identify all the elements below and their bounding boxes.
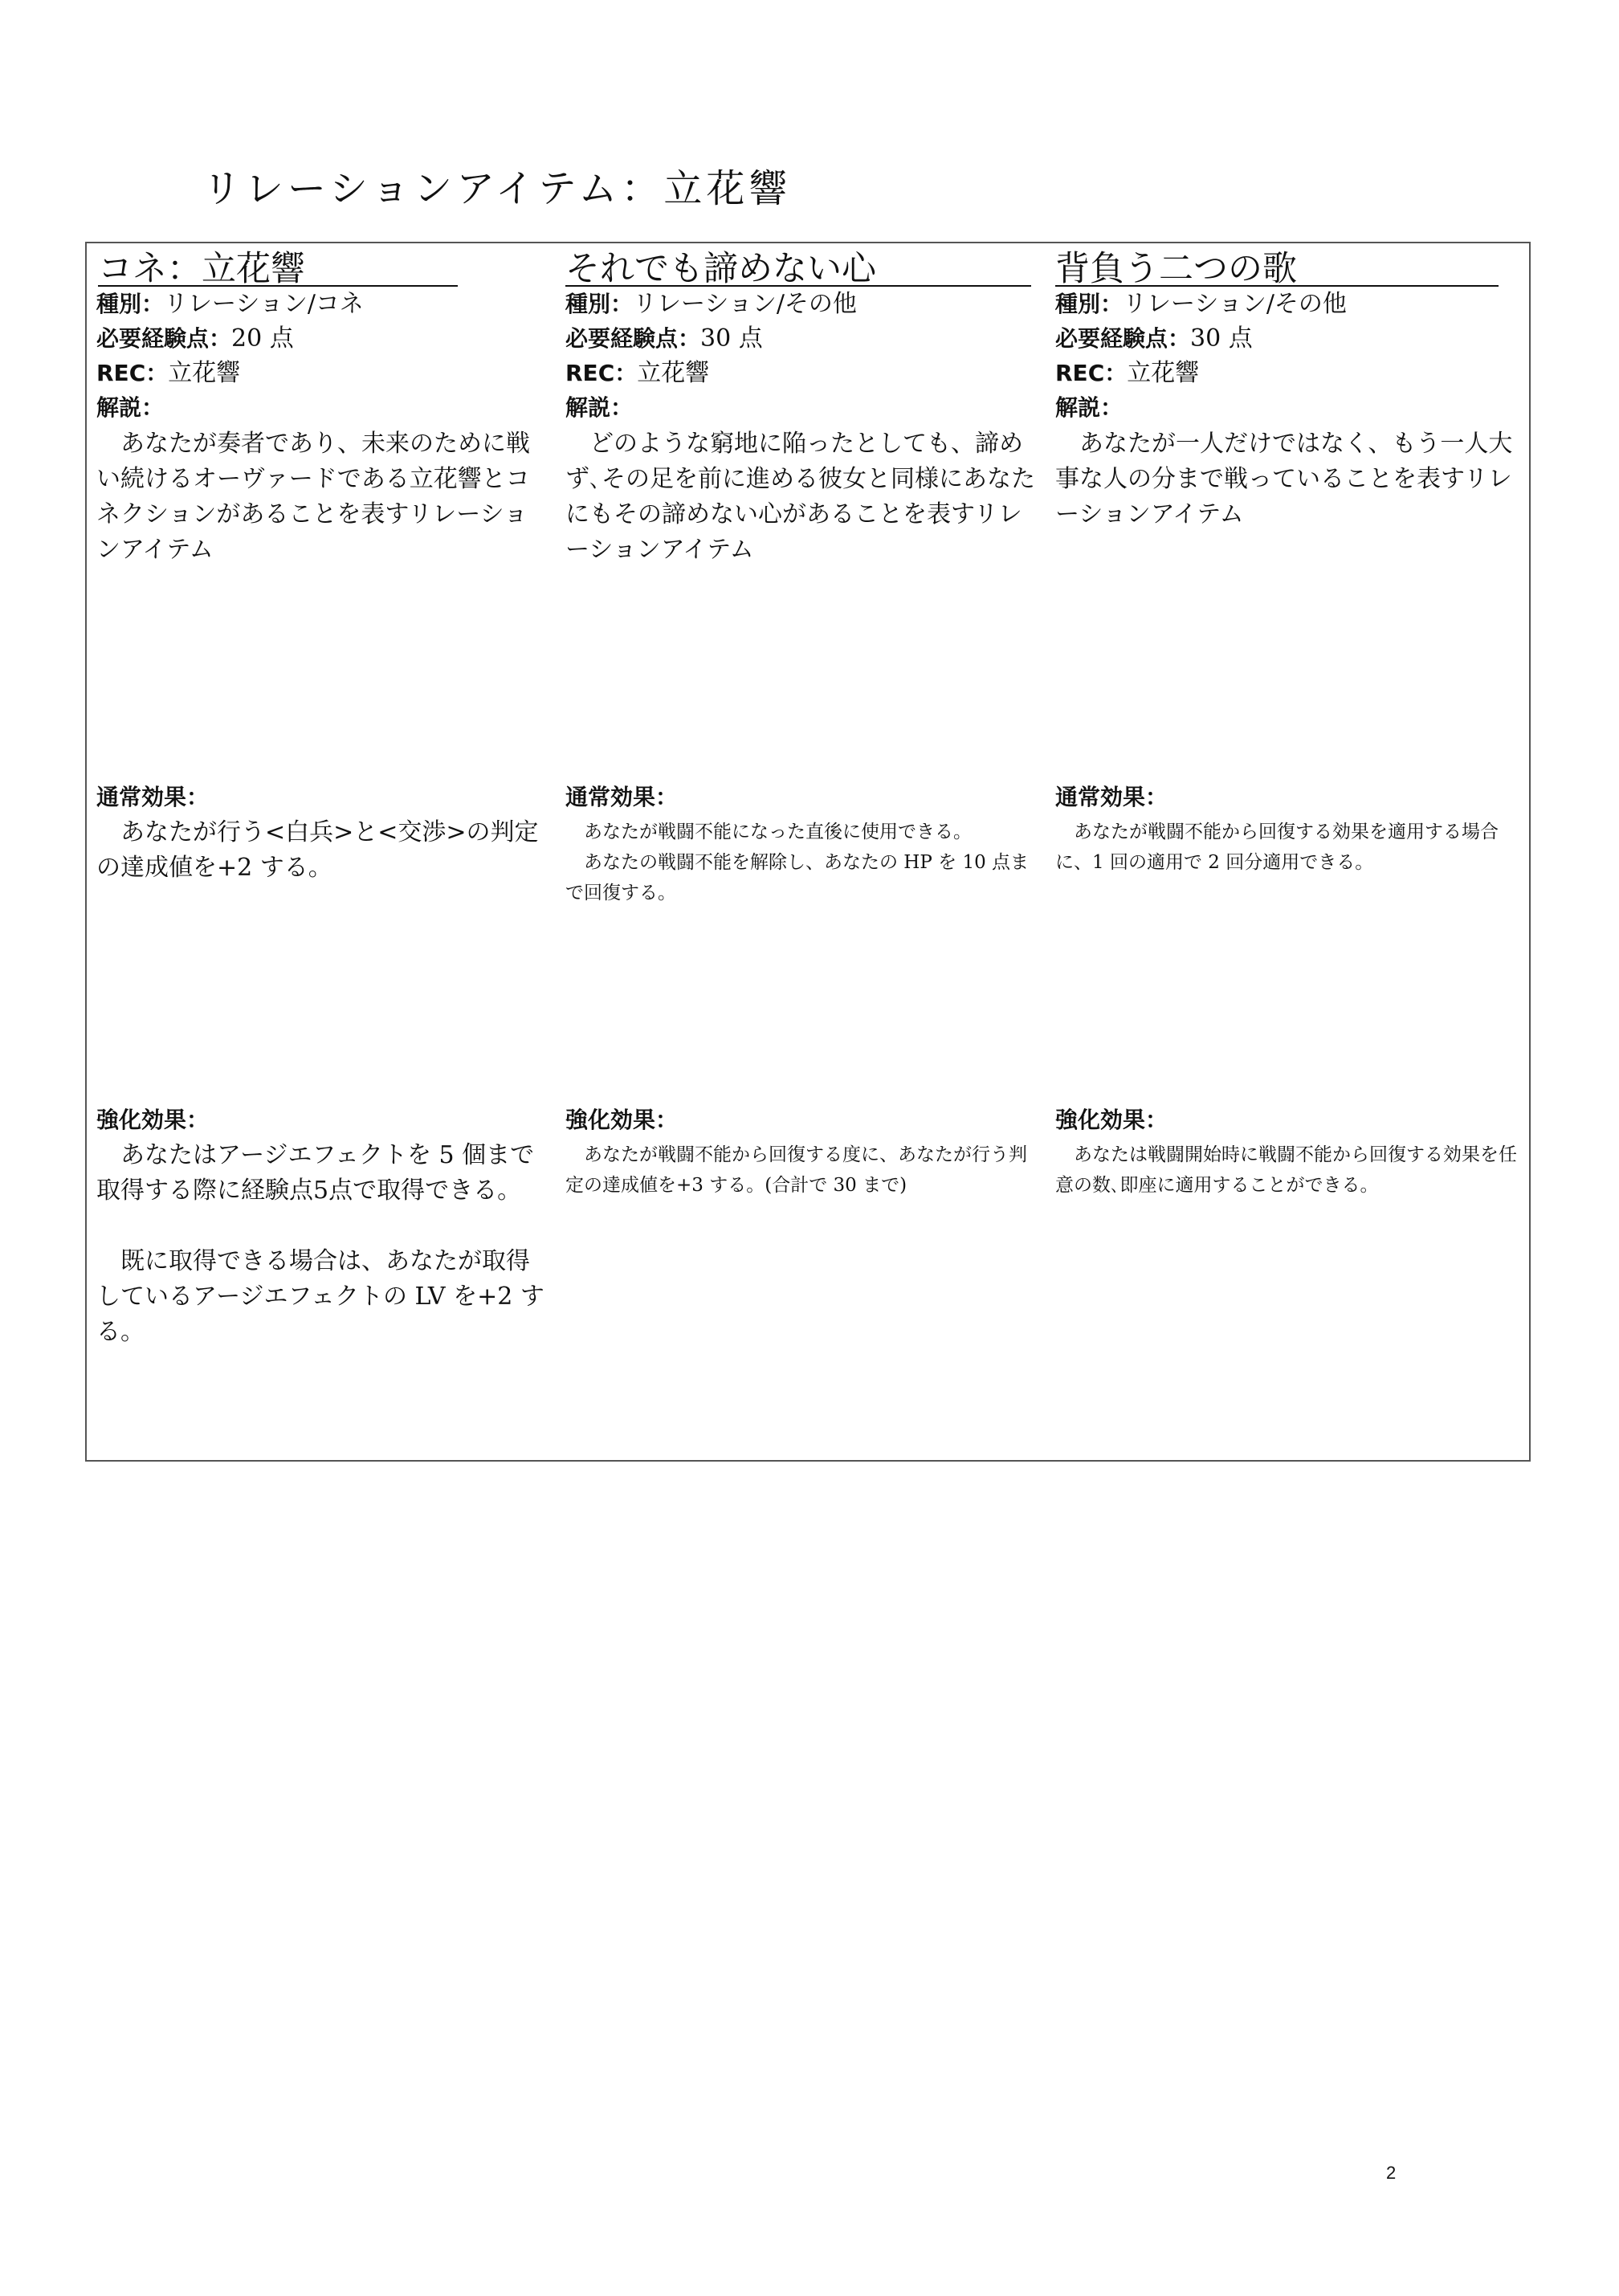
enhanced-effect-text: あなたが戦闘不能から回復する度に、あなたが行う判定の達成値を+3 する。(合計で 30 まで) <box>565 1144 1027 1196</box>
exp-label: 必要経験点： <box>565 325 701 352</box>
page-number: 2 <box>1386 2163 1397 2183</box>
enhanced-effect-text: あなたはアージエフェクトを 5 個まで取得する際に経験点5点で取得できる。 <box>96 1141 535 1205</box>
item-exp-line <box>565 323 763 355</box>
enhanced-effect-label: 強化効果： <box>96 1107 210 1133</box>
rec-label: REC： <box>1055 360 1128 386</box>
normal-effect-label: 通常効果： <box>565 784 679 810</box>
item-name: コネ：立花響 <box>98 243 458 287</box>
page-title: リレーションアイテム：立花響 <box>202 166 792 211</box>
item-name: それでも諦めない心 <box>565 243 1031 287</box>
item-type-line <box>96 288 364 320</box>
item-column-1 <box>87 243 556 1460</box>
item-exp-line <box>96 323 294 355</box>
item-rec: 立花響 <box>1127 359 1200 387</box>
item-type: リレーション/コネ <box>164 290 364 318</box>
type-label: 種別： <box>565 291 634 317</box>
item-description: あなたが奏者であり、未来のために戦い続けるオーヴァードである立花響とコネクションがあることを表すリレーションアイテム <box>96 430 530 564</box>
item-column-3 <box>1046 243 1531 1460</box>
normal-effect-text: あなたが戦闘不能から回復する効果を適用する場合に、1 回の適用で 2 回分適用できる。 <box>1055 822 1499 873</box>
description-label: 解説： <box>96 394 165 421</box>
normal-effect-label: 通常効果： <box>96 784 210 810</box>
item-exp: 30 点 <box>1190 324 1253 353</box>
normal-effect-text: あなたが戦闘不能になった直後に使用できる。 <box>584 822 972 842</box>
relation-item-table <box>85 242 1531 1462</box>
rec-label: REC： <box>565 360 638 386</box>
enhanced-effect-text: あなたは戦闘開始時に戦闘不能から回復する効果を任意の数､即座に適用することができる。 <box>1055 1144 1517 1196</box>
item-exp-line <box>1055 323 1253 355</box>
exp-label: 必要経験点： <box>96 325 232 352</box>
item-rec-line <box>565 357 709 389</box>
item-exp: 20 点 <box>231 324 294 353</box>
item-rec-line <box>1055 357 1199 389</box>
normal-effect-text: あなたが行う<白兵>と<交渉>の判定の達成値を+2 する。 <box>96 818 539 882</box>
normal-effect-label: 通常効果： <box>1055 784 1168 810</box>
item-name: 背負う二つの歌 <box>1055 243 1499 287</box>
item-type-line <box>1055 288 1347 320</box>
item-column-2 <box>556 243 1046 1460</box>
description-label: 解説： <box>565 394 634 421</box>
exp-label: 必要経験点： <box>1055 325 1191 352</box>
item-rec: 立花響 <box>168 359 241 387</box>
enhanced-effect-text: 既に取得できる場合は、あなたが取得しているアージエフェクトの LV を+2 する。 <box>96 1247 544 1346</box>
type-label: 種別： <box>96 291 165 317</box>
item-type: リレーション/その他 <box>633 290 857 318</box>
enhanced-effect-label: 強化効果： <box>1055 1107 1168 1133</box>
description-label: 解説： <box>1055 394 1124 421</box>
item-type-line <box>565 288 857 320</box>
normal-effect-text: あなたの戦闘不能を解除し、あなたの HP を 10 点まで回復する。 <box>565 852 1030 903</box>
type-label: 種別： <box>1055 291 1124 317</box>
item-rec: 立花響 <box>637 359 710 387</box>
item-exp: 30 点 <box>700 324 763 353</box>
item-description: あなたが一人だけではなく、もう一人大事な人の分まで戦っていることを表すリレーションアイテム <box>1055 430 1513 528</box>
item-rec-line <box>96 357 240 389</box>
item-description: どのような窮地に陥ったとしても、諦めず､その足を前に進める彼女と同様にあなたにもその諦めない心があることを表すリレーションアイテム <box>565 430 1035 564</box>
item-type: リレーション/その他 <box>1123 290 1347 318</box>
rec-label: REC： <box>96 360 169 386</box>
enhanced-effect-label: 強化効果： <box>565 1107 679 1133</box>
